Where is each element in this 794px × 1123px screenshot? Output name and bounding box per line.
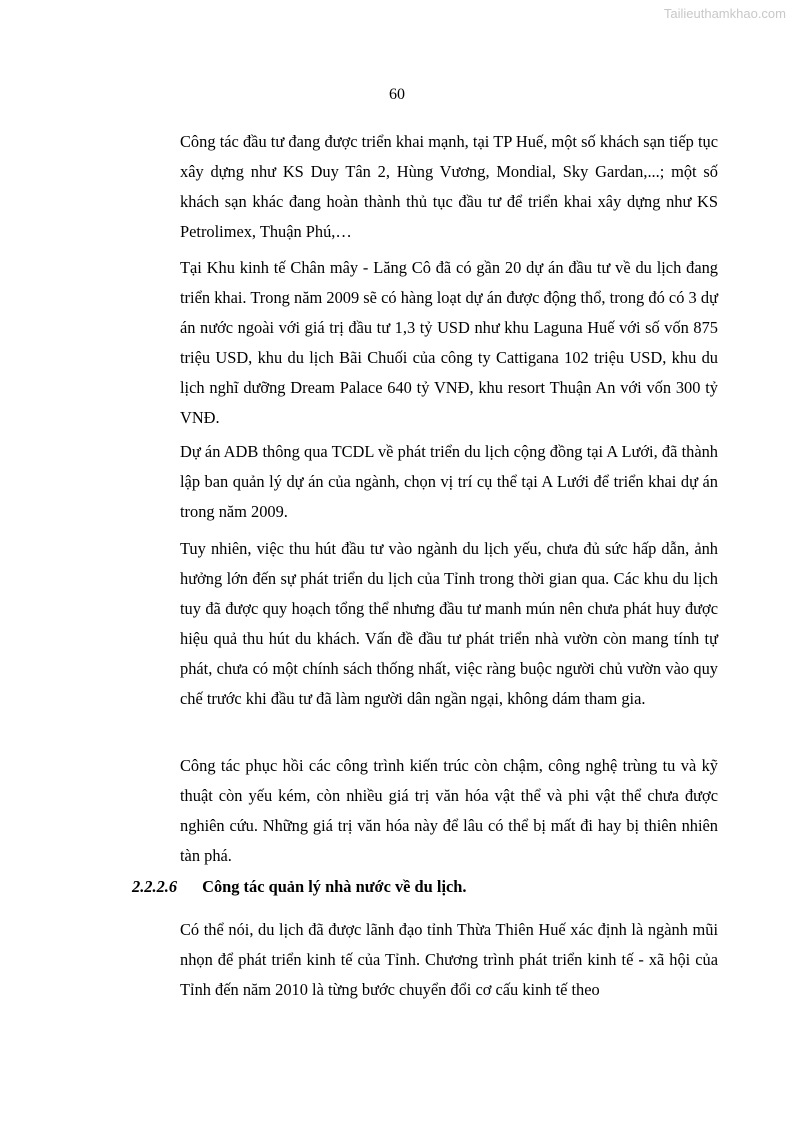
- paragraph-tourism-spearhead: Có thể nói, du lịch đã được lãnh đạo tỉnh Thừa Thiên Huế xác định là ngành mũi nhọn để phát triển kinh tế của Tỉnh. Chương trình phát triển kinh tế - xã hội của Tỉnh đến năm 2010 là từng bước chuyển đổi cơ cấu kinh tế theo: [180, 920, 718, 999]
- paragraph-restoration: Công tác phục hồi các công trình kiến trúc còn chậm, công nghệ trùng tu và kỹ thuật còn yếu kém, còn nhiều giá trị văn hóa vật thể và phi vật thể chưa được nghiên cứu. Những giá trị văn hóa này để lâu có thể bị mất đi hay bị thiên nhiên tàn phá.: [180, 756, 718, 865]
- section-title: Công tác quản lý nhà nước về du lịch.: [202, 877, 467, 896]
- watermark-text: Tailieuthamkhao.com: [663, 6, 786, 21]
- page-number: 60: [389, 86, 405, 103]
- paragraph-investment-hue: Công tác đầu tư đang được triển khai mạnh, tại TP Huế, một số khách sạn tiếp tục xây dựng như KS Duy Tân 2, Hùng Vương, Mondial, Sky Gardan,...; một số khách sạn khác đang hoàn thành thủ tục đầu tư để triển khai xây dựng như KS Petrolimex, Thuận Phú,…: [180, 132, 718, 241]
- section-heading: [132, 872, 718, 902]
- paragraph-chan-may-lang-co: Tại Khu kinh tế Chân mây - Lăng Cô đã có gần 20 dự án đầu tư về du lịch đang triển khai. Trong năm 2009 sẽ có hàng loạt dự án được động thổ, trong đó có 3 dự án nước ngoài với giá trị đầu tư 1,3 tỷ USD như khu Laguna Huế với số vốn 875 triệu USD, khu du lịch Bãi Chuối của công ty Cattigana 102 triệu USD, khu du lịch nghĩ dưỡng Dream Palace 640 tỷ VNĐ, khu resort Thuận An với vốn 300 tỷ VNĐ.: [180, 258, 718, 427]
- paragraph-adb-project: Dự án ADB thông qua TCDL về phát triển du lịch cộng đồng tại A Lưới, đã thành lập ban quản lý dự án của ngành, chọn vị trí cụ thể tại A Lưới để triển khai dự án trong năm 2009.: [180, 442, 718, 521]
- paragraph-weak-investment: Tuy nhiên, việc thu hút đầu tư vào ngành du lịch yếu, chưa đủ sức hấp dẫn, ảnh hưởng lớn đến sự phát triển du lịch của Tỉnh trong thời gian qua. Các khu du lịch tuy đã được quy hoạch tổng thể nhưng đầu tư manh mún nên chưa phát huy được hiệu quả thu hút du khách. Vấn đề đầu tư phát triển nhà vườn còn mang tính tự phát, chưa có một chính sách thống nhất, việc ràng buộc người chủ vườn vào quy chế trước khi đầu tư đã làm người dân ngần ngại, không dám tham gia.: [180, 539, 718, 708]
- section-number: 2.2.2.6: [132, 877, 178, 896]
